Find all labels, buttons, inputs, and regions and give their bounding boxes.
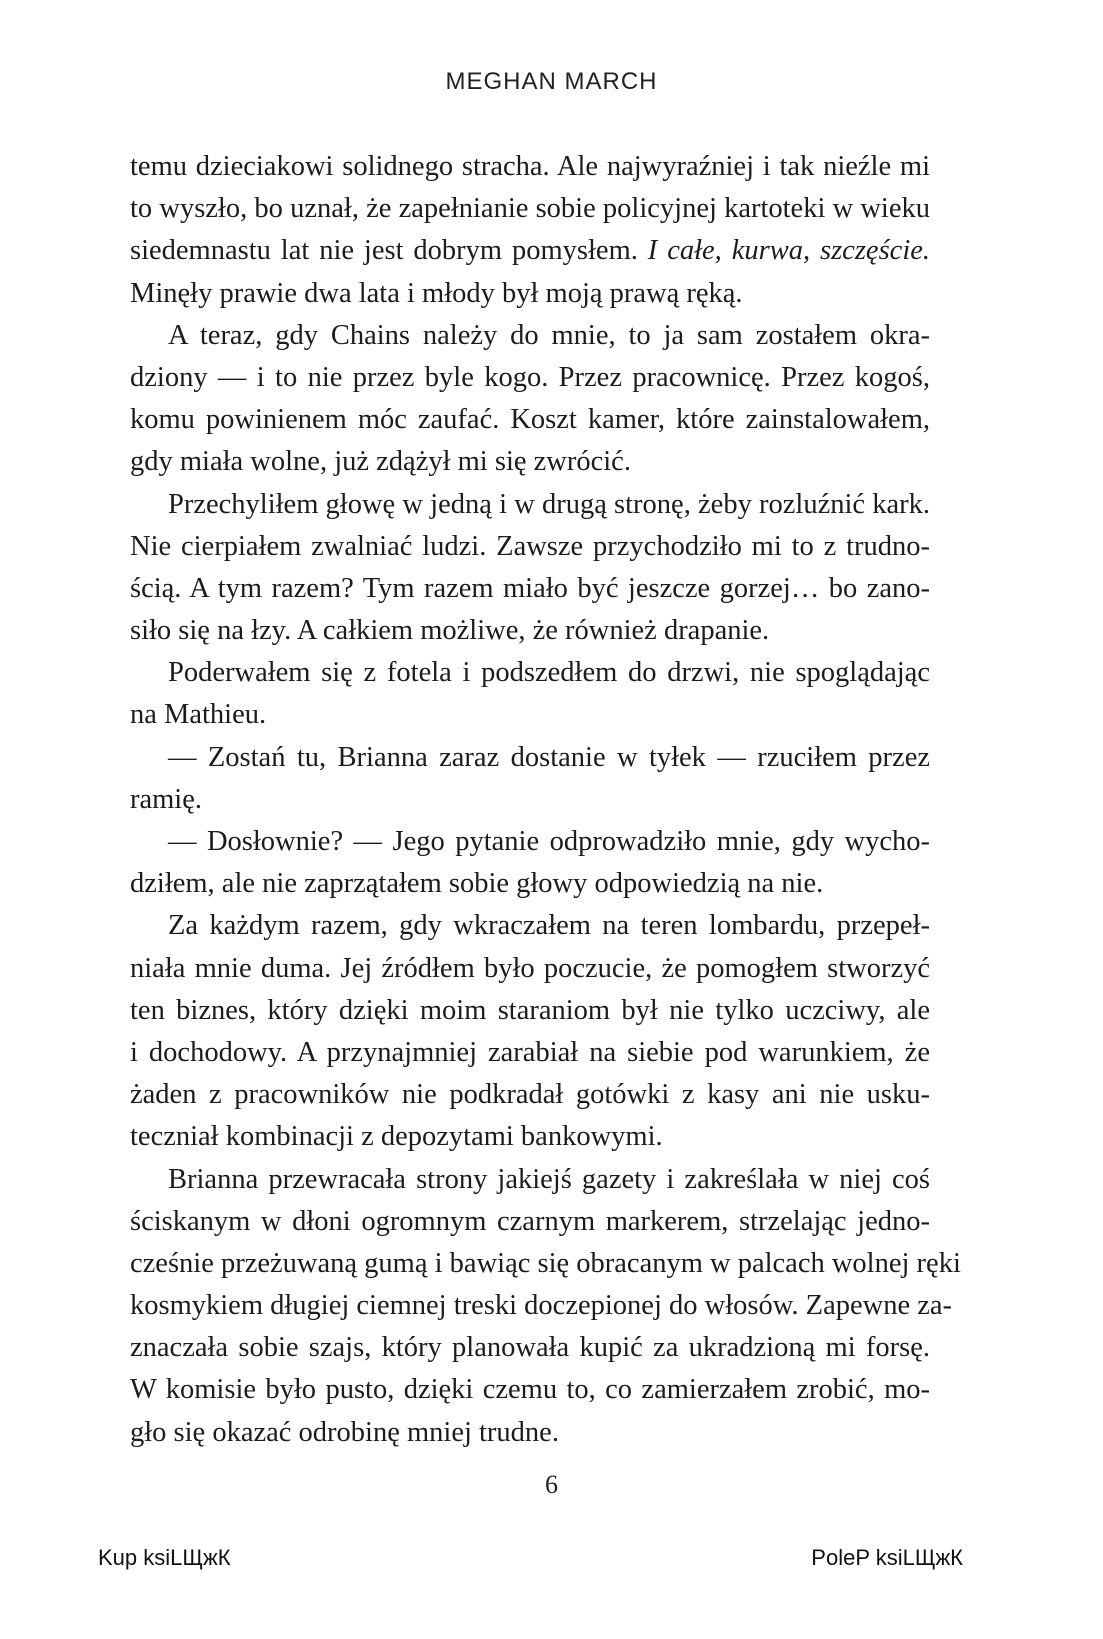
text-line: [130, 694, 930, 736]
text-line-content: kosmykiem długiej ciemnej treski doczepionej do włosów. Zapewne za-: [130, 1290, 953, 1322]
text-line-content: niała mnie duma. Jej źródłem było poczucie, że pomogłem stworzyć: [130, 952, 930, 984]
recommend-book-link[interactable]: PoleP ksiLЩжК: [811, 1545, 963, 1570]
text-line: [130, 357, 930, 399]
page-number: 6: [545, 1470, 558, 1499]
text-line: [130, 779, 930, 821]
text-line: [130, 188, 930, 230]
text-line-content: ramię.: [130, 783, 203, 815]
text-line: [130, 273, 930, 315]
text-line-content: Minęły prawie dwa lata i młody był moją prawą ręką.: [130, 277, 743, 309]
text-line: [130, 526, 930, 568]
text-line-content: Przechyliłem głowę w jedną i w drugą stronę, żeby rozluźnić kark.: [168, 488, 930, 520]
text-line: [130, 399, 930, 441]
text-line: [130, 1327, 930, 1369]
text-line: [130, 146, 930, 188]
text-line: [130, 610, 930, 652]
text-line-content: Za każdym razem, gdy wkraczałem na teren lombardu, przepeł-: [168, 910, 930, 942]
text-line: [130, 484, 930, 526]
text-line-content: dziony — i to nie przez byle kogo. Przez pracownicę. Przez kogoś,: [130, 361, 930, 393]
text-line: [130, 1243, 961, 1285]
text-line-content: siedemnastu lat nie jest dobrym pomysłem.: [130, 235, 638, 267]
text-line-content: A teraz, gdy Chains należy do mnie, to ja sam zostałem okra-: [168, 319, 930, 351]
text-line: [130, 821, 930, 863]
text-line-content: W komisie było pusto, dzięki czemu to, co zamierzałem zrobić, mo-: [130, 1374, 930, 1406]
buy-book-link[interactable]: Kup ksiLЩжК: [98, 1545, 231, 1570]
text-line-content: Poderwałem się z fotela i podszedłem do drzwi, nie spoglądając: [168, 657, 930, 689]
text-line: [130, 315, 930, 357]
text-line-content: — Dosłownie? — Jego pytanie odprowadziło mnie, gdy wycho-: [168, 826, 930, 857]
body-text: [130, 146, 961, 1454]
text-line: [130, 737, 930, 779]
text-line: [130, 990, 930, 1032]
text-line-content: ten biznes, który dzięki moim staraniom był nie tylko uczciwy, ale: [130, 994, 930, 1026]
text-line-content: gło się okazać odrobinę mniej trudne.: [130, 1416, 559, 1448]
text-line: [130, 652, 930, 694]
text-line: [130, 905, 930, 947]
running-head: MEGHAN MARCH: [445, 68, 658, 95]
text-line: [130, 948, 930, 990]
text-line-content: gdy miała wolne, już zdążył mi się zwrócić.: [130, 446, 631, 478]
text-line-content: komu powinienem móc zaufać. Koszt kamer, które zainstalowałem,: [130, 404, 930, 436]
text-line-content: temu dzieciakowi solidnego stracha. Ale najwyraźniej i tak nieźle mi: [130, 151, 930, 182]
text-line: [130, 863, 930, 905]
text-line: [130, 441, 930, 483]
text-line: [130, 1369, 930, 1411]
text-line-content: cześnie przeżuwaną gumą i bawiąc się obracanym w palcach wolnej ręki: [130, 1247, 961, 1279]
text-line-content: teczniał kombinacji z depozytami bankowymi.: [130, 1121, 663, 1153]
text-line-content: ściskanym w dłoni ogromnym czarnym markerem, strzelając jedno-: [130, 1205, 930, 1237]
text-line-content: znaczała sobie szajs, który planowała kupić za ukradzioną mi forsę.: [130, 1332, 930, 1364]
text-line: [130, 1159, 930, 1201]
text-line: [130, 568, 930, 610]
text-line: [130, 1285, 953, 1327]
text-line: [130, 1116, 930, 1158]
text-line-content: żaden z pracowników nie podkradał gotówki z kasy ani nie usku-: [130, 1079, 930, 1111]
text-line: [130, 1074, 930, 1116]
text-line-content: — Zostań tu, Brianna zaraz dostanie w tyłek — rzuciłem przez: [168, 741, 930, 773]
text-line: [130, 230, 930, 272]
text-line-content: Nie cierpiałem zwalniać ludzi. Zawsze przychodziło mi to z trudno-: [130, 530, 930, 562]
text-line-content: na Mathieu.: [130, 699, 267, 731]
text-line: [130, 1412, 930, 1454]
italic-emphasis: I całe, kurwa, szczęście.: [647, 235, 931, 267]
text-line-content: Brianna przewracała strony jakiejś gazety i zakreślała w niej coś: [168, 1163, 930, 1195]
text-line: [130, 1201, 930, 1243]
text-line-content: siło się na łzy. A całkiem możliwe, że również drapanie.: [130, 615, 770, 647]
text-line-content: ścią. A tym razem? Tym razem miało być jeszcze gorzej… bo zano-: [130, 572, 930, 604]
text-line-content: to wyszło, bo uznał, że zapełnianie sobie policyjnej kartoteki w wieku: [130, 193, 930, 225]
text-line: [130, 1032, 930, 1074]
text-line-content: i dochodowy. A przynajmniej zarabiał na siebie pod warunkiem, że: [130, 1036, 930, 1068]
text-line-content: dziłem, ale nie zaprzątałem sobie głowy odpowiedzią na nie.: [130, 868, 824, 900]
